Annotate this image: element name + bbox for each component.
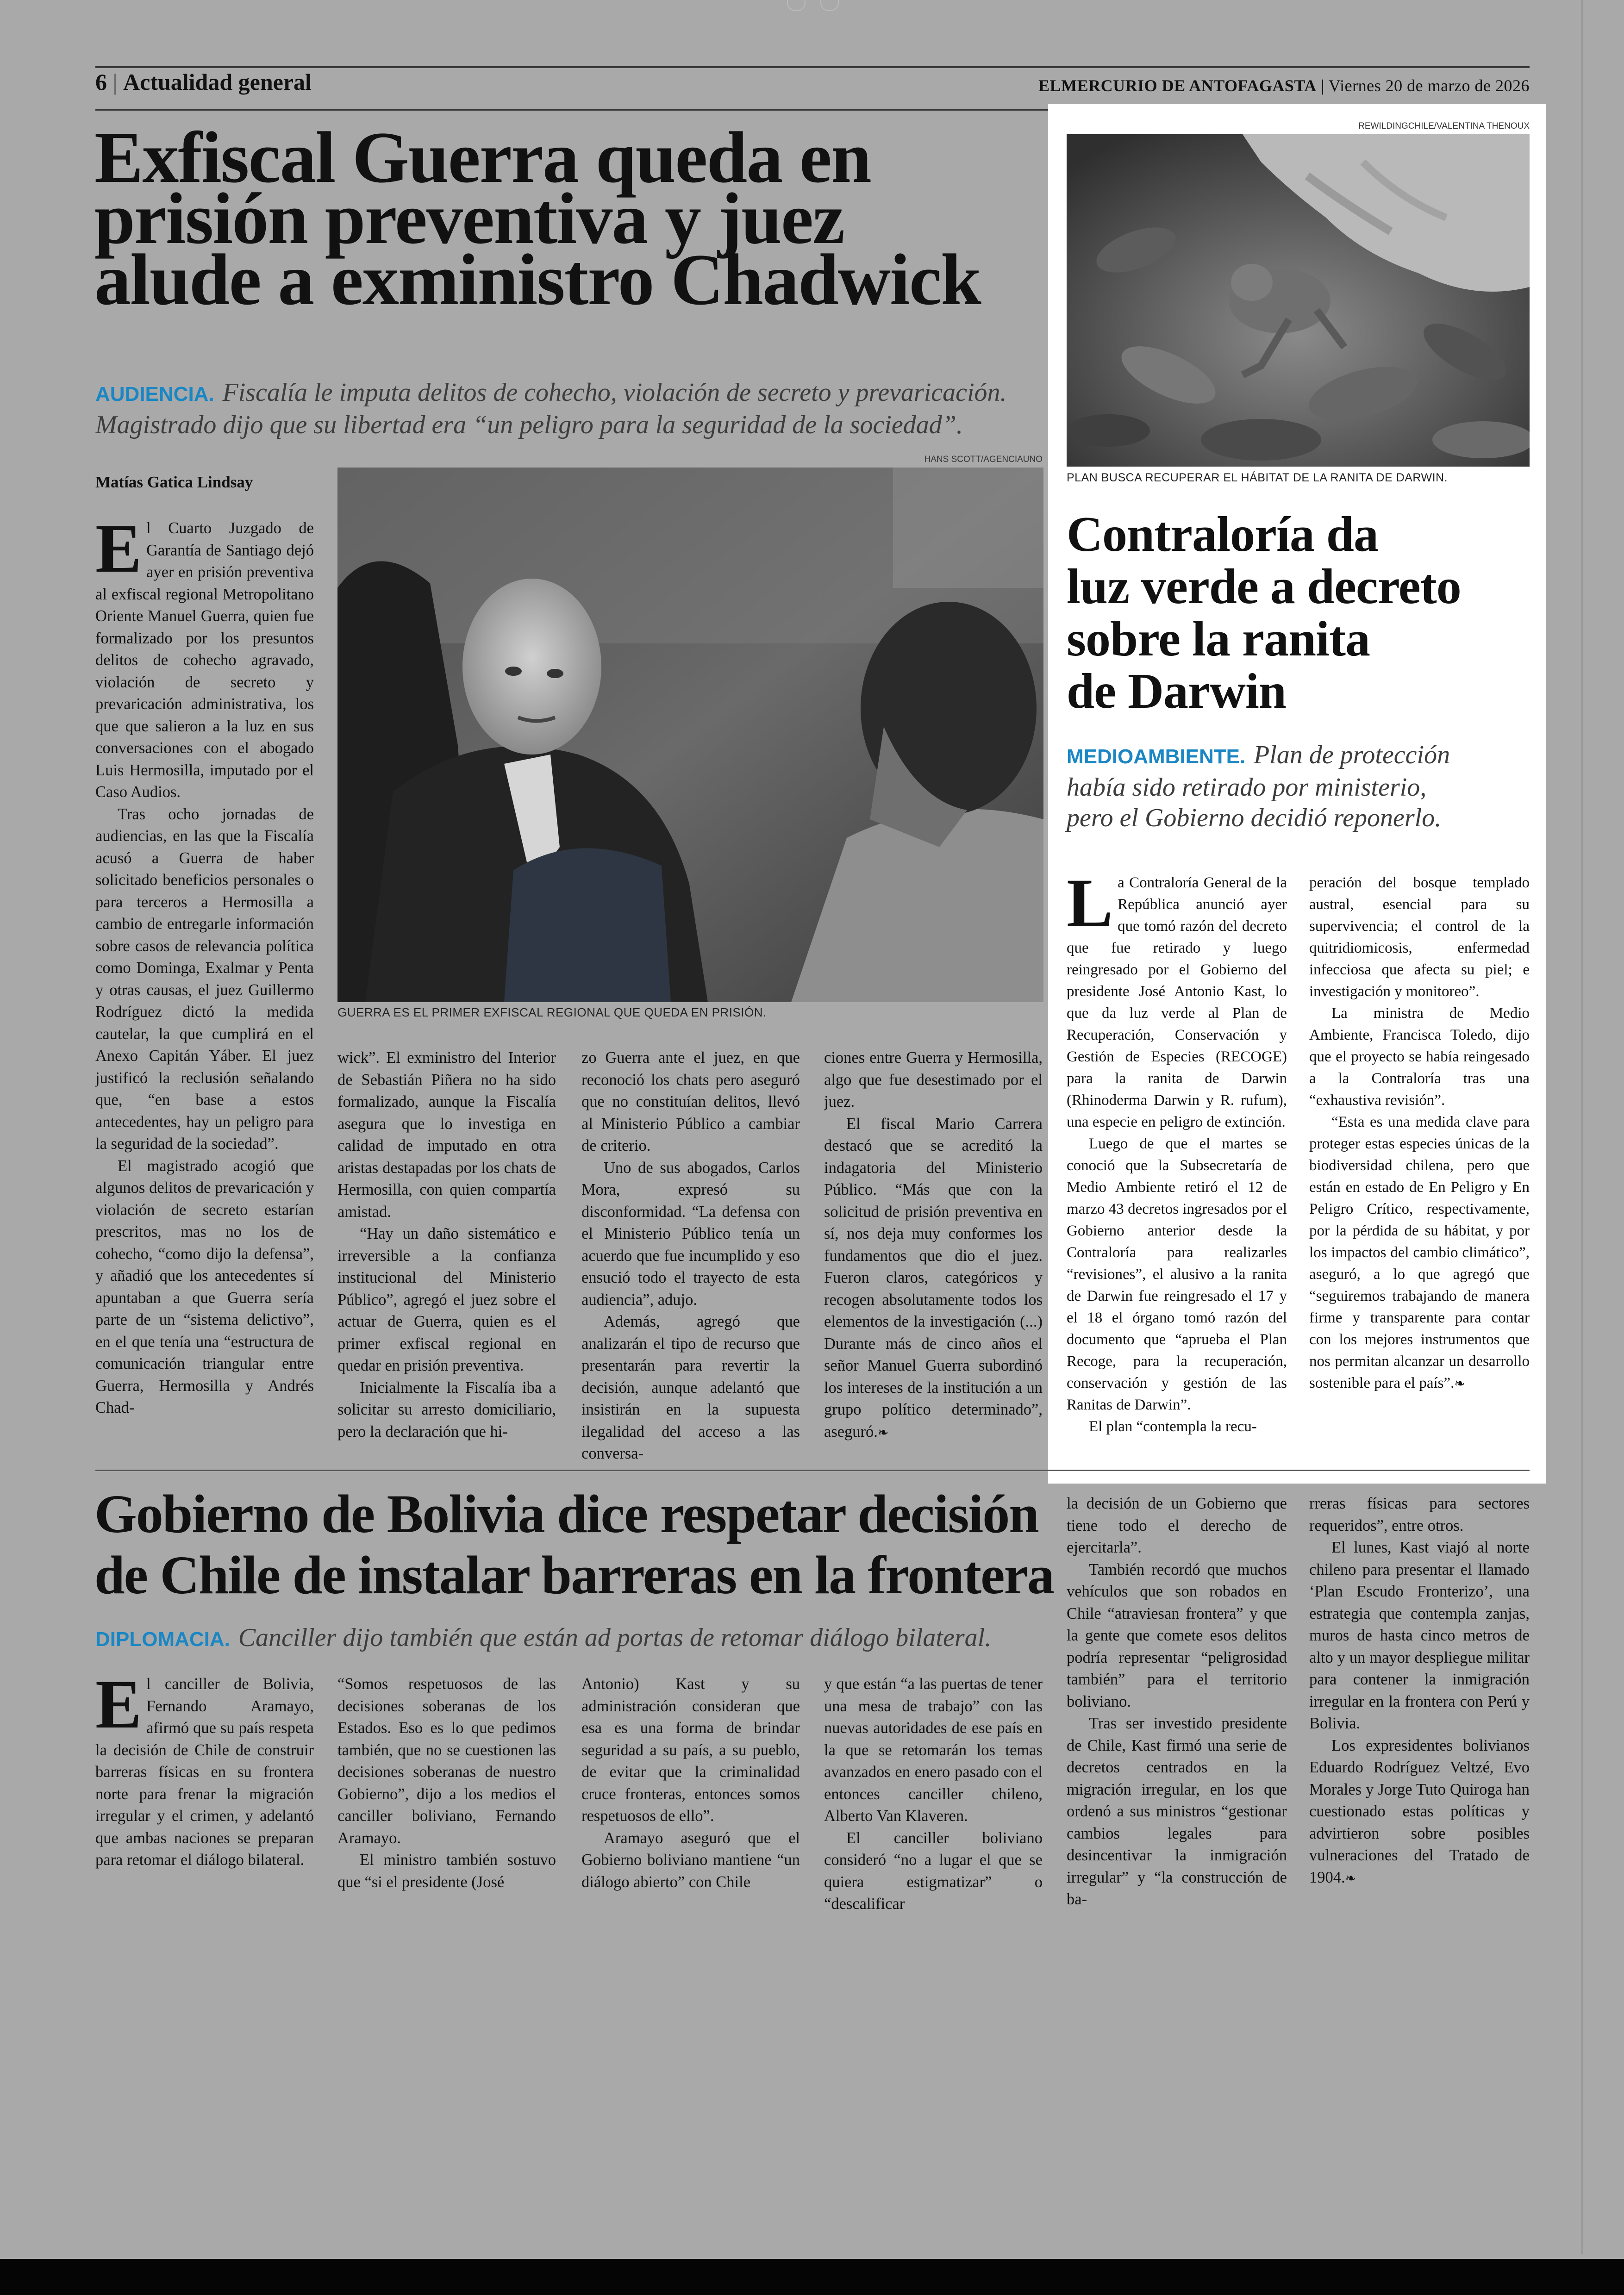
article3-dek — [95, 1622, 1068, 1655]
paragraph: El canciller boliviano consideró “no a lugar el que se quiera estigmatizar” o “descalificar — [824, 1829, 1043, 1913]
paragraph — [1309, 1111, 1530, 1394]
drop-cap: E — [95, 518, 142, 587]
article1-headline — [94, 117, 1043, 320]
article3-headline-line: de Chile de instalar barreras en la frontera — [94, 1545, 1054, 1605]
paragraph: peración del bosque templado austral, esencial para su supervivencia; el control de la quitridiomicosis, enfermedad infecciosa que afecta su piel; e investigación y monitoreo”. — [1309, 874, 1530, 1000]
article1-dek-line1: Fiscalía le imputa delitos de cohecho, violación de secreto y prevaricación. — [222, 378, 1007, 407]
paragraph: la decisión de un Gobierno que tiene todo el derecho de ejercitarla”. — [1067, 1495, 1287, 1556]
paragraph: y que están “a las puertas de tener una mesa de trabajo” con las nuevas autoridades de ese país en la que se retomarán los temas avanzados en enero pasado con el entonces canciller chileno, Alberto Van Klaveren. — [824, 1675, 1043, 1825]
paragraph: El plan “contempla la recu- — [1089, 1418, 1257, 1435]
paragraph: a Contraloría General de la República anunció ayer que tomó razón del decreto que fue retirado y luego reingresado por el Gobierno del presidente José Antonio Kast, lo que da luz verde al Plan de Recuperación, Conservación y Gestión de Especies (RECOGE) para la ranita de Darwin (Rhinoderma Darwin y R. rufum), una especie en peligro de extinción. — [1067, 874, 1287, 1130]
scan-dot-left — [787, 0, 806, 11]
drop-cap: L — [1067, 872, 1113, 942]
article1-photo — [337, 468, 1043, 1002]
article1-photo-credit: HANS SCOTT/AGENCIAUNO — [924, 455, 1043, 464]
article1-dek — [95, 377, 1049, 440]
article2-headline-line: sobre la ranita — [1067, 611, 1370, 667]
article2-kicker: MEDIOAMBIENTE. — [1067, 745, 1246, 768]
article3-column-1 — [95, 1673, 314, 1923]
article3-headline-line: Gobierno de Bolivia dice respetar decisión — [94, 1484, 1038, 1544]
article2-photo-credit: REWILDINGCHILE/VALENTINA THENOUX — [1358, 121, 1530, 131]
article1-dek-line2: Magistrado dijo que su libertad era “un peligro para la seguridad de la sociedad”. — [95, 411, 963, 439]
article2-headline-line: de Darwin — [1067, 664, 1286, 719]
paragraph — [824, 1113, 1043, 1444]
article2-headline-line: Contraloría da — [1067, 507, 1378, 562]
end-mark-icon: ❧ — [1454, 1376, 1465, 1391]
scan-bottom-band — [0, 2259, 1624, 2295]
article1-headline-line: Exfiscal Guerra queda en — [94, 117, 871, 198]
paragraph: Aramayo aseguró que el Gobierno boliviano mantiene “un diálogo abierto” con Chile — [581, 1829, 800, 1891]
paragraph-text: Los expresidentes bolivianos Eduardo Rodríguez Veltzé, Evo Morales y Jorge Tuto Quiroga han cuestionado estas políticas y advirtieron sobre posibles vulneraciones del Tratado de 1904. — [1309, 1736, 1530, 1886]
section-divider — [95, 1470, 1530, 1471]
drop-cap: E — [95, 1673, 142, 1743]
section-name: Actualidad general — [123, 69, 312, 95]
paragraph: Tras ocho jornadas de audiencias, en las que la Fiscalía acusó a Guerra de haber solicitado beneficios personales o para terceros a Hermosilla a cambio de entregarle información sobre casos de relevancia política como Dominga, Exalmar y Penta y otras causas, el juez Guillermo Rodríguez dictó la medida cautelar, la que cumplirá en el Anexo Capitán Yáber. El juez justificó la reclusión señalando que, “en base a estos antecedentes, hay un peligro para la seguridad de la sociedad”. — [95, 805, 314, 1153]
paragraph: Luego de que el martes se conoció que la Subsecretaría de Medio Ambiente retiró el 12 de marzo 43 decretos ingresados por el Gobierno anterior desde la Contraloría para realizarles “revisiones”, el alusivo a la ranita de Darwin fue reingresado el 17 y el 18 el órgano tomó razón del documento que “aprueba el Plan Recoge, para la recuperación, conservación y gestión de las Ranitas de Darwin”. — [1067, 1135, 1287, 1413]
article3-dek-text: Canciller dijo también que están ad portas de retomar diálogo bilateral. — [238, 1623, 992, 1652]
issue-date: Viernes 20 de marzo de 2026 — [1328, 76, 1530, 95]
article1-column-2 — [337, 1047, 556, 1464]
article2-column-1 — [1067, 872, 1287, 1458]
paragraph: Inicialmente la Fiscalía iba a solicitar su arresto domiciliario, pero la declaración que hi- — [337, 1378, 556, 1441]
article1-headline-line: alude a exministro Chadwick — [94, 239, 981, 320]
paragraph — [1309, 1735, 1530, 1890]
scan-dot-right — [820, 0, 839, 11]
paragraph: El lunes, Kast viajó al norte chileno para presentar el llamado ‘Plan Escudo Fronterizo’, una estrategia que contempla zanjas, muros de hasta cinco metros de alto y un mayor despliegue militar para contener la inmigración irregular en la frontera con Perú y Bolivia. — [1309, 1539, 1530, 1732]
paragraph: l canciller de Bolivia, Fernando Aramayo, afirmó que su país respeta la decisión de Chile de construir barreras físicas en su frontera norte para frenar la migración irregular y el crimen, y adelantó que ambas naciones se preparan para retomar el diálogo bilateral. — [95, 1675, 314, 1869]
article2-dek — [1067, 740, 1530, 833]
article1-headline-line: prisión preventiva y juez — [94, 178, 844, 259]
paragraph: El magistrado acogió que algunos delitos de prevaricación y violación de secreto estarían prescritos, mas no los de cohecho, “como dijo la defensa”, y añadió que los antecedentes sí apuntaban a que Guerra sería parte de un “sistema delictivo”, en el que tenía una “estructura de comunicación triangular entre Guerra, Hermosilla y Andrés Chad- — [95, 1157, 314, 1416]
paragraph-text: El fiscal Mario Carrera destacó que se acreditó la indagatoria del Ministerio Público. “Más que con la solicitud de prisión preventiva en sí, nos deja muy conformes los fundamentos que dio el juez. Fueron claros, categóricos y recogen absolutamente todos los elementos de la investigación (...) Durante más de cinco años el señor Manuel Guerra subordinó los intereses de la institución a un grupo político determinado”, aseguró. — [824, 1115, 1043, 1441]
masthead-separator: | — [1321, 76, 1329, 95]
article3-column-2 — [337, 1673, 556, 1923]
article2-dek-line2: había sido retirado por ministerio, — [1067, 773, 1427, 802]
article2-photo-caption: PLAN BUSCA RECUPERAR EL HÁBITAT DE LA RANITA DE DARWIN. — [1067, 471, 1448, 484]
scan-edge-right — [1581, 0, 1583, 2254]
paragraph: ciones entre Guerra y Hermosilla, algo que fue desestimado por el juez. — [824, 1049, 1043, 1110]
paragraph: Además, agregó que analizarán el tipo de recurso que presentarán para revertir la decisión, aunque adelantó que insistirán en la supuesta ilegalidad del acceso a las conversa- — [581, 1313, 800, 1462]
article3-column-6 — [1309, 1493, 1530, 1926]
paragraph: También recordó que muchos vehículos que son robados en Chile “atraviesan frontera” y que la gente que comete esos delitos podría representar “peligrosidad también” para el territorio boliviano. — [1067, 1560, 1287, 1710]
paragraph: “Somos respetuosos de las decisiones soberanas de los Estados. Eso es lo que pedimos también, que no se cuestionen las decisiones soberanas de nuestro Gobierno”, dijo a los medios el canciller boliviano, Fernando Aramayo. — [337, 1675, 556, 1847]
article1-kicker: AUDIENCIA. — [95, 383, 214, 405]
page-header-right — [1038, 69, 1530, 102]
header-separator: | — [112, 69, 124, 95]
paragraph: wick”. El exministro del Interior de Sebastián Piñera no ha sido formalizado, aunque la Fiscalía asegura que lo investiga en calidad de imputado en otra aristas destapadas por los chats de Hermosilla, con quien compartía amistad. — [337, 1049, 556, 1221]
paragraph: Tras ser investido presidente de Chile, Kast firmó una serie de decretos centrados en la migración irregular, en los que ordenó a sus ministros “gestionar cambios legales para desincentivar la inmigración irregular” y “la construcción de ba- — [1067, 1715, 1287, 1908]
end-mark-icon: ❧ — [1345, 1870, 1356, 1886]
article2-column-2 — [1309, 872, 1530, 1458]
article2-photo — [1067, 134, 1530, 467]
article2-headline-line: luz verde a decreto — [1067, 559, 1461, 614]
article3-column-5 — [1067, 1493, 1287, 1926]
article3-column-3 — [581, 1673, 800, 1923]
paragraph: “Hay un daño sistemático e irreversible a la confianza institucional del Ministerio Público”, agregó el juez sobre el actuar de Guerra, quien es el primer exfiscal regional en quedar en prisión preventiva. — [337, 1225, 556, 1374]
paragraph: zo Guerra ante el juez, en que reconoció los chats pero aseguró que no constituían delitos, llevó al Ministerio Público a cambiar de criterio. — [581, 1049, 800, 1154]
article3-kicker: DIPLOMACIA. — [95, 1628, 230, 1651]
article2-dek-line1: Plan de protección — [1254, 741, 1450, 769]
article1-column-3 — [581, 1047, 800, 1464]
page-number: 6 — [95, 69, 107, 95]
article3-headline — [94, 1484, 1067, 1606]
end-mark-icon: ❧ — [877, 1424, 889, 1440]
newspaper-name: ELMERCURIO DE ANTOFAGASTA — [1038, 76, 1317, 95]
paragraph-text: “Esta es una medida clave para proteger estas especies únicas de la biodiversidad chilena, pero que están en estado de En Peligro y En Peligro Crítico, respectivamente, por la pérdida de su hábitat, y por los impactos del cambio climático”, aseguró, a lo que agregó que “seguiremos trabajando de manera firme y transparente para contar con los mejores instrumentos que nos permitan alcanzar un desarrollo sostenible para el país”. — [1309, 1114, 1530, 1391]
article3-column-4 — [824, 1673, 1043, 1923]
paragraph: La ministra de Medio Ambiente, Francisca Toledo, dijo que el proyecto se había reingesado a la Contraloría tras una “exhaustiva revisión”. — [1309, 1005, 1530, 1109]
paragraph: Uno de sus abogados, Carlos Mora, expresó su disconformidad. “La defensa con el Ministerio Público tenía un acuerdo que fue incumplido y eso ensució todo el trayecto de esta audiencia”, adujo. — [581, 1159, 800, 1309]
article2-headline — [1067, 508, 1530, 717]
article1-column-1 — [95, 518, 314, 1466]
page-header-left — [95, 66, 312, 98]
paragraph: l Cuarto Juzgado de Garantía de Santiago dejó ayer en prisión preventiva al exfiscal regional Metropolitano Oriente Manuel Guerra, quien fue formalizado por los presuntos delitos de cohecho agravado, violación de secreto y prevaricación administrativa, los que que salieron a la luz en sus conversaciones con el abogado Luis Hermosilla, imputado por el Caso Audios. — [95, 519, 314, 801]
paragraph: Antonio) Kast y su administración consideran que esa es una forma de brindar seguridad a su país, a su pueblo, de evitar que la criminalidad cruce fronteras, entonces somos respetuosos de ello”. — [581, 1675, 800, 1825]
paragraph: rreras físicas para sectores requeridos”, entre otros. — [1309, 1495, 1530, 1534]
article2-dek-line3: pero el Gobierno decidió reponerlo. — [1067, 804, 1442, 832]
paragraph: El ministro también sostuvo que “si el presidente (José — [337, 1851, 556, 1891]
article1-byline: Matías Gatica Lindsay — [95, 473, 253, 491]
article1-column-4 — [824, 1047, 1043, 1464]
article1-photo-caption: GUERRA ES EL PRIMER EXFISCAL REGIONAL QUE QUEDA EN PRISIÓN. — [337, 1005, 767, 1019]
